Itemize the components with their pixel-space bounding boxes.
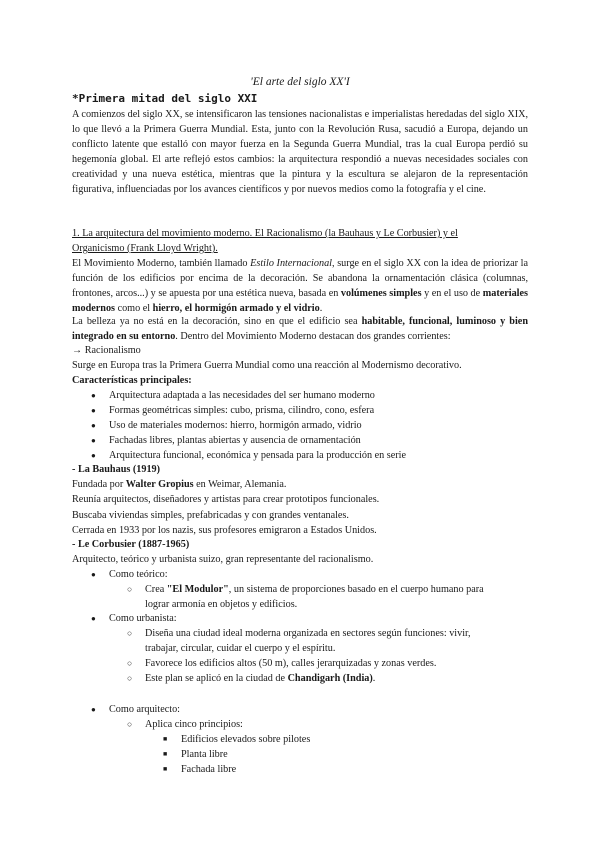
corbusier-heading: - Le Corbusier (1887-1965) (72, 539, 190, 550)
bullet-circle-icon: ○ (127, 719, 133, 729)
bauhaus-line: Cerrada en 1933 por los nazis, sus profesores emigraron a Estados Unidos. (72, 525, 377, 536)
list-item: Arquitectura adaptada a las necesidades del ser humano moderno (109, 390, 375, 401)
intro-paragraph: A comienzos del siglo XX, se intensificaron las tensiones nacionalistas e imperialistas heredadas del siglo XIX, lo que llevó a la Primera Guerra Mundial. Esta, junto con la Revolución Rusa, sacudió a Europa, dejando un conflicto latente que estalló con mayor fuerza en la Segunda Guerra Mundial, tras la cual Europa perdió su hegemonía global. El arte reflejó estos cambios: la arquitectura respondió a nuevas necesidades sociales con creatividad y una nueva estética, mientras que la pintura y la escultura se alejaron de la representación figurativa, influenciadas por los avances científicos y por nuevos medios como la fotografía y el cine. (72, 109, 528, 196)
list-item: Arquitectura funcional, económica y pensada para la producción en serie (109, 450, 407, 461)
list-item: Uso de materiales modernos: hierro, hormigón armado, vidrio (109, 420, 362, 431)
section-heading-line2: Organicismo (Frank Lloyd Wright). (72, 243, 218, 254)
bullet-circle-icon: ○ (127, 584, 133, 594)
principios-label: Aplica cinco principios: (145, 719, 243, 730)
bullet-square-icon: ■ (163, 735, 168, 743)
list-item: Favorece los edificios altos (50 m), calles jerarquizadas y zonas verdes. (145, 658, 437, 669)
modern-movement-paragraph: El Movimiento Moderno, también llamado Estilo Internacional, surge en el siglo XX con la idea de priorizar la función de los edificios por encima de la decoración. Se abandona la ornamentación clásica (columnas, frontones, arcos...) y se apuesta por una estética nueva, basada en volúmenes simples y en el uso de materiales modernos como el hierro, el hormigón armado y el vidrio. (72, 258, 529, 315)
arquitecto-label: Como arquitecto: (109, 704, 181, 715)
bullet-dot-icon: ● (91, 391, 96, 400)
teorico-label: Como teórico: (109, 569, 168, 580)
corbusier-intro: Arquitecto, teórico y urbanista suizo, gran representante del racionalismo. (72, 554, 374, 565)
bauhaus-line: Fundada por Walter Gropius en Weimar, Alemania. (72, 479, 287, 490)
list-item: Edificios elevados sobre pilotes (181, 734, 311, 745)
list-item: Crea "El Modulor", un sistema de proporciones basado en el cuerpo humano para (145, 584, 484, 595)
list-item: Fachada libre (181, 764, 237, 775)
caracteristicas-label: Características principales: (72, 375, 192, 386)
page-title: 'El arte del siglo XX'I (250, 76, 350, 88)
list-item-continued: lograr armonía en objetos y edificios. (145, 599, 298, 610)
bullet-dot-icon: ● (91, 451, 96, 460)
beauty-paragraph: La belleza ya no está en la decoración, sino en que el edificio sea habitable, funcional, luminoso y bien integrado en su entorno. Dentro del Movimiento Moderno destacan dos grandes corrientes: (72, 316, 528, 343)
bullet-dot-icon: ● (91, 421, 96, 430)
list-item: Fachadas libres, plantas abiertas y ausencia de ornamentación (109, 435, 361, 446)
section-heading-line1: 1. La arquitectura del movimiento moderno. El Racionalismo (la Bauhaus y Le Corbusier) y el (72, 228, 458, 239)
list-item: Este plan se aplicó en la ciudad de Chandigarh (India). (145, 673, 376, 684)
bullet-dot-icon: ● (91, 614, 96, 623)
list-item-continued: trabajar, circular, cuidar el cuerpo y el espíritu. (145, 643, 336, 654)
list-item: Diseña una ciudad ideal moderna organizada en sectores según funciones: vivir, (145, 628, 471, 639)
bullet-dot-icon: ● (91, 705, 96, 714)
section-subtitle: *Primera mitad del siglo XXI (72, 92, 258, 105)
list-item: Formas geométricas simples: cubo, prisma, cilindro, cono, esfera (109, 405, 375, 416)
bullet-circle-icon: ○ (127, 628, 133, 638)
bauhaus-line: Reunía arquitectos, diseñadores y artistas para crear prototipos funcionales. (72, 494, 380, 505)
racionalismo-intro: Surge en Europa tras la Primera Guerra Mundial como una reacción al Modernismo decorativo. (72, 360, 462, 371)
bullet-circle-icon: ○ (127, 673, 133, 683)
racionalismo-arrow-item: → Racionalismo (72, 345, 141, 356)
bullet-square-icon: ■ (163, 750, 168, 758)
bullet-square-icon: ■ (163, 765, 168, 773)
bauhaus-heading: - La Bauhaus (1919) (72, 464, 161, 475)
urbanista-label: Como urbanista: (109, 613, 177, 624)
list-item: Planta libre (181, 749, 228, 760)
bullet-circle-icon: ○ (127, 658, 133, 668)
bullet-dot-icon: ● (91, 406, 96, 415)
bauhaus-line: Buscaba viviendas simples, prefabricadas y con grandes ventanales. (72, 510, 349, 521)
bullet-dot-icon: ● (91, 570, 96, 579)
bullet-dot-icon: ● (91, 436, 96, 445)
